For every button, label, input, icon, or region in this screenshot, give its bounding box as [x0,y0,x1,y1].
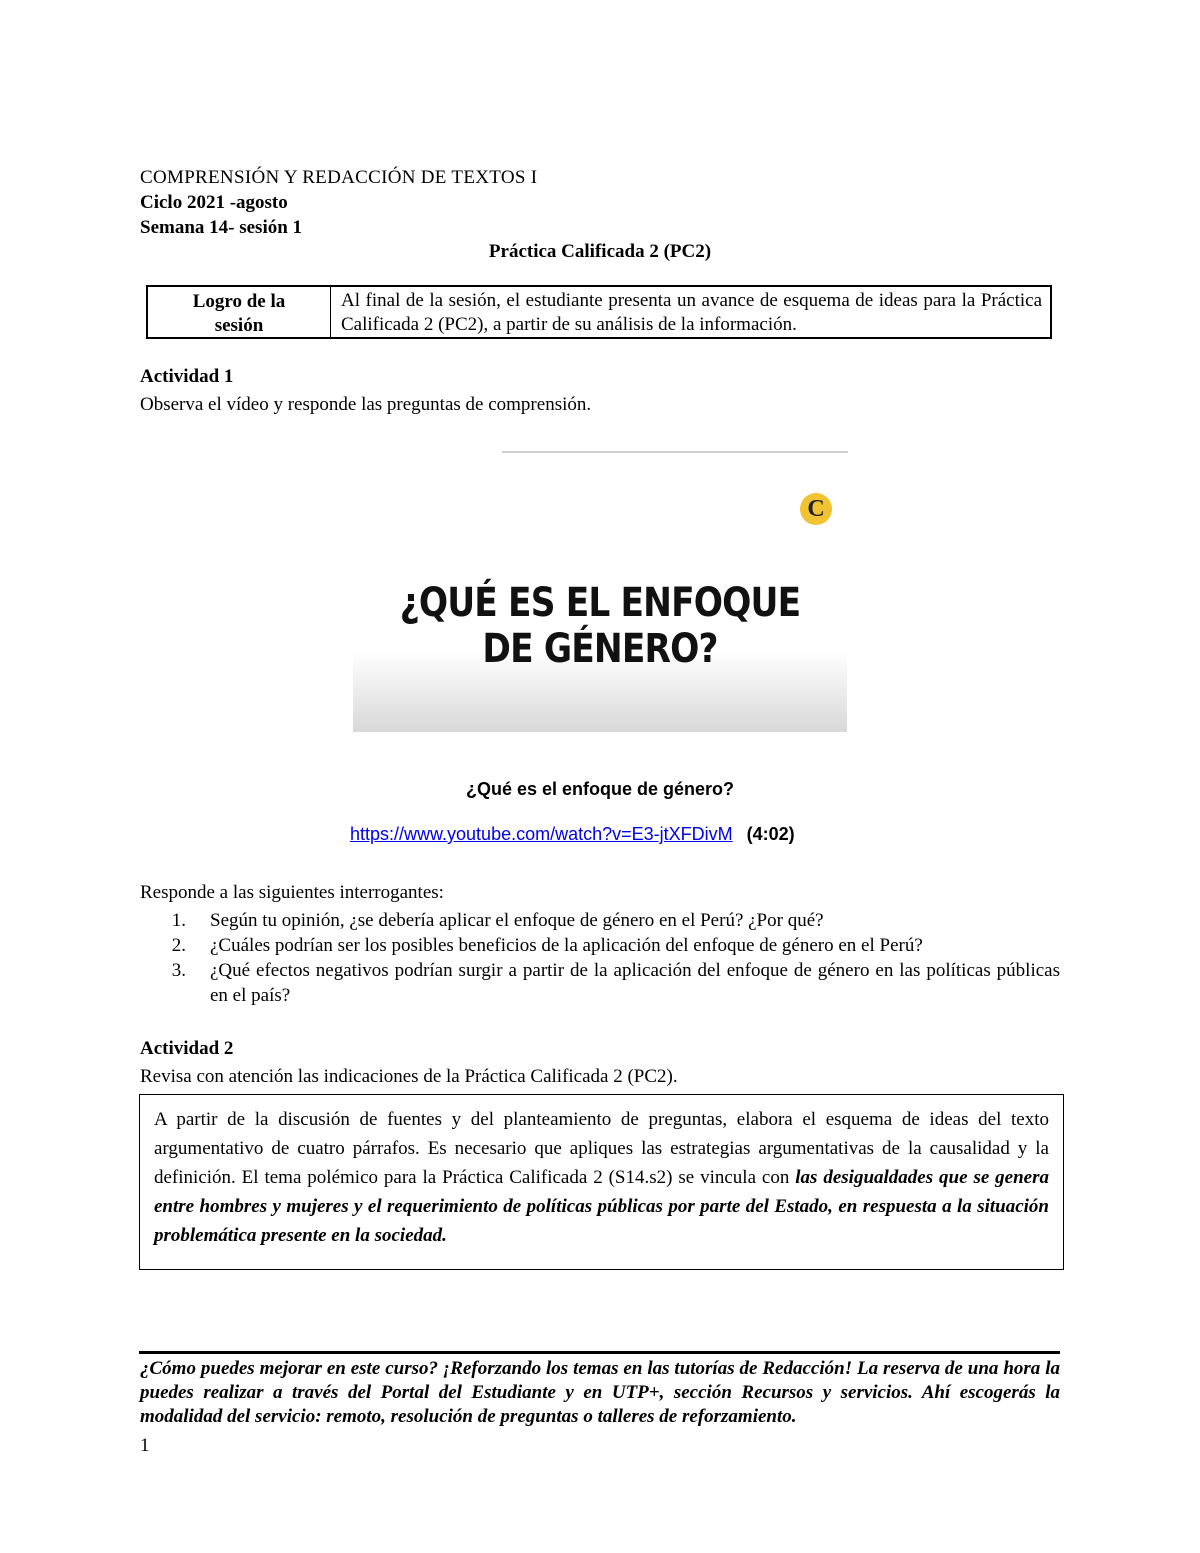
video-thumbnail[interactable] [353,460,847,732]
footer-note: ¿Cómo puedes mejorar en este curso? ¡Reforzando los temas en las tutorías de Redacción! La reserva de una hora la puedes realizar a través del Portal del Estudiante y en UTP+, sección Recursos y servicios. Ahí escogerás la modalidad del servicio: remoto, resolución de preguntas o talleres de reforzamiento. [140,1358,1060,1427]
footer-divider [139,1351,1060,1354]
instructions-emphasis: las desigualdades que se genera entre hombres y mujeres y el requerimiento de políticas públicas por parte del Estado, en respuesta a la situación problemática presente en la sociedad. [154,1167,1050,1246]
activity1-description: Observa el vídeo y responde las preguntas de comprensión. [140,394,592,415]
questions-list [140,908,1060,1008]
list-item [140,933,1060,958]
logro-text: Al final de la sesión, el estudiante presenta un avance de esquema de ideas para la Práctica Calificada 2 (PC2), a partir de su análisis de la información. [341,290,1042,335]
page-number: 1 [140,1435,150,1456]
video-caption: ¿Qué es el enfoque de género? [465,779,735,799]
activity1-heading: Actividad 1 [140,366,234,387]
logro-heading [148,287,331,337]
video-duration: (4:02) [746,824,795,844]
cycle-label: Ciclo 2021 -agosto [140,192,288,213]
logro-heading-line1: Logro de la [192,291,286,312]
logro-table [146,285,1052,339]
week-label: Semana 14- sesión 1 [140,217,303,238]
video-link-line [350,824,795,845]
question-text: ¿Cuáles podrían ser los posibles beneficios de la aplicación del enfoque de género en el Perú? [210,935,923,956]
instructions-text: A partir de la discusión de fuentes y del planteamiento de preguntas, elabora el esquema de ideas del texto argumentativo de cuatro párrafos. Es necesario que apliques las estrategias argumentativas de la causalidad y la definición. El tema polémico para la Práctica Calificada 2 (S14.s2) se vincula con [154,1109,1049,1188]
question-number: 3. [171,960,186,981]
question-text: ¿Qué efectos negativos podrían surgir a partir de la aplicación del enfoque de género en las políticas públicas en el país? [210,960,1060,1006]
question-number: 1. [171,910,186,931]
activity2-description: Revisa con atención las indicaciones de la Práctica Calificada 2 (PC2). [140,1066,678,1087]
video-title-line2: DE GÉNERO? [482,626,718,672]
list-item [140,958,1060,1008]
activity2-heading: Actividad 2 [140,1038,234,1059]
video-link[interactable]: https://www.youtube.com/watch?v=E3-jtXFDivM [350,824,733,844]
question-number: 2. [171,935,186,956]
practice-title: Práctica Calificada 2 (PC2) [488,241,712,262]
video-divider [502,451,848,453]
video-title [388,580,813,672]
questions-intro: Responde a las siguientes interrogantes: [140,882,444,903]
list-item [140,908,1060,933]
instructions-box [139,1094,1064,1270]
channel-logo-icon: C [800,493,832,525]
logro-heading-line2: sesión [214,315,264,336]
question-text: Según tu opinión, ¿se debería aplicar el enfoque de género en el Perú? ¿Por qué? [210,910,824,931]
course-title: COMPRENSIÓN Y REDACCIÓN DE TEXTOS I [140,167,538,188]
video-title-line1: ¿QUÉ ES EL ENFOQUE [399,580,801,626]
